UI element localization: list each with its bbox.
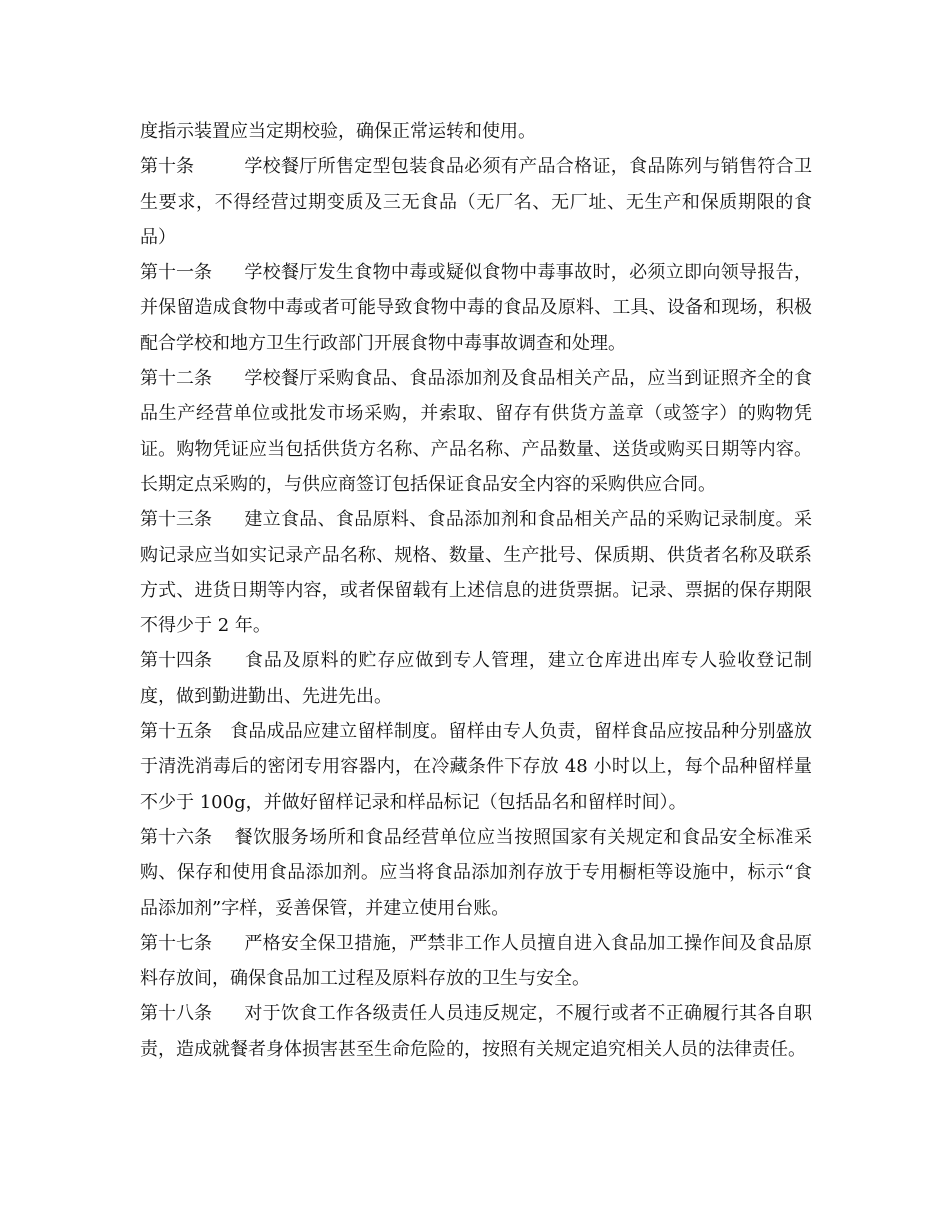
article-18 <box>140 996 812 1067</box>
article-number: 第十八条 <box>140 1003 212 1025</box>
article-12 <box>140 361 812 502</box>
article-16 <box>140 820 812 926</box>
article-number: 第十五条 <box>140 721 212 743</box>
document-page <box>140 114 812 1067</box>
article-number: 第十六条 <box>140 826 212 848</box>
article-number: 第十七条 <box>140 932 212 954</box>
article-11 <box>140 255 812 361</box>
article-number: 第十一条 <box>140 262 212 284</box>
article-number: 第十条 <box>140 156 194 178</box>
article-text: 餐饮服务场所和食品经营单位应当按照国家有关规定和食品安全标准采购、保存和使用食品添加剂。应当将食品添加剂存放于专用橱柜等设施中，标示“食品添加剂”字样，妥善保管，并建立使用台账。 <box>140 826 812 919</box>
article-text: 严格安全保卫措施，严禁非工作人员擅自进入食品加工操作间及食品原料存放间，确保食品加工过程及原料存放的卫生与安全。 <box>140 932 812 990</box>
article-17 <box>140 926 812 997</box>
article-text: 对于饮食工作各级责任人员违反规定，不履行或者不正确履行其各自职责，造成就餐者身体损害甚至生命危险的，按照有关规定追究相关人员的法律责任。 <box>140 1003 812 1060</box>
article-text: 建立食品、食品原料、食品添加剂和食品相关产品的采购记录制度。采购记录应当如实记录产品名称、规格、数量、生产批号、保质期、供货者名称及联系方式、进货日期等内容，或者保留载有上述信息的进货票据。记录、票据的保存期限不得少于 2 年。 <box>140 509 812 637</box>
article-text: 学校餐厅采购食品、食品添加剂及食品相关产品，应当到证照齐全的食品生产经营单位或批发市场采购，并索取、留存有供货方盖章（或签字）的购物凭证。购物凭证应当包括供货方名称、产品名称、产品数量、送货或购买日期等内容。长期定点采购的，与供应商签订包括保证食品安全内容的采购供应合同。 <box>140 368 812 495</box>
intro-paragraph: 度指示装置应当定期校验，确保正常运转和使用。 <box>140 121 536 142</box>
article-text: 食品成品应建立留样制度。留样由专人负责，留样食品应按品种分别盛放于清洗消毒后的密闭专用容器内，在冷藏条件下存放 48 小时以上，每个品种留样量不少于 100g，并做好留样记录和样品标记（包括品名和留样时间）。 <box>140 721 812 813</box>
article-14 <box>140 643 812 714</box>
article-text: 学校餐厅所售定型包装食品必须有产品合格证，食品陈列与销售符合卫生要求，不得经营过期变质及三无食品（无厂名、无厂址、无生产和保质期限的食品） <box>140 156 812 248</box>
article-number: 第十四条 <box>140 650 212 672</box>
article-text: 食品及原料的贮存应做到专人管理，建立仓库进出库专人验收登记制度，做到勤进勤出、先进先出。 <box>140 650 812 707</box>
article-number: 第十三条 <box>140 509 212 531</box>
article-text: 学校餐厅发生食物中毒或疑似食物中毒事故时，必须立即向领导报告，并保留造成食物中毒或者可能导致食物中毒的食品及原料、工具、设备和现场，积极配合学校和地方卫生行政部门开展食物中毒事故调查和处理。 <box>140 262 812 354</box>
article-15 <box>140 714 812 820</box>
article-10 <box>140 149 812 255</box>
article-number: 第十二条 <box>140 368 212 390</box>
article-13 <box>140 502 812 643</box>
